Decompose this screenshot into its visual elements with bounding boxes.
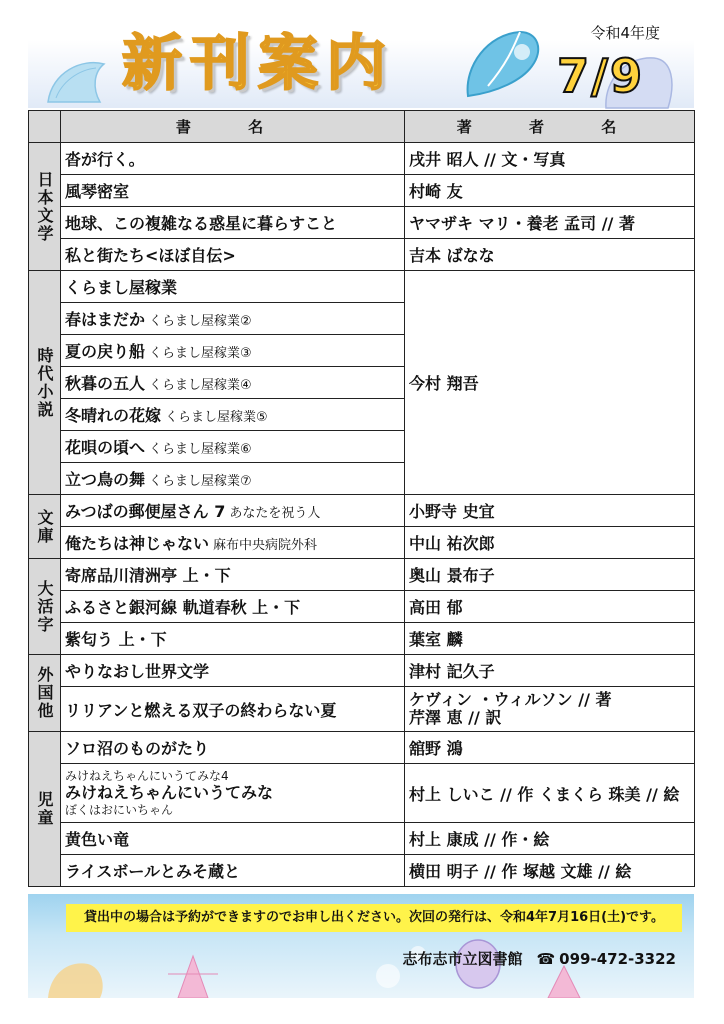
phone-icon: ☎ xyxy=(536,950,556,968)
book-title: ライスボールとみそ蔵と xyxy=(61,855,405,887)
book-author: ヤマザキ マリ・養老 孟司 // 著 xyxy=(405,207,695,239)
table-row xyxy=(29,495,695,527)
library-name: 志布志市立図書館 xyxy=(402,950,523,968)
book-title-cell xyxy=(61,399,405,431)
table-row xyxy=(29,527,695,559)
category-gaikoku: 外国他 xyxy=(29,655,61,732)
book-author: 戌井 昭人 // 文・写真 xyxy=(405,143,695,175)
book-title: 春はまだか xyxy=(65,310,146,329)
book-title: 冬晴れの花嫁 xyxy=(65,406,162,425)
book-author: 小野寺 史宜 xyxy=(405,495,695,527)
book-title: 風琴密室 xyxy=(61,175,405,207)
table-row xyxy=(29,271,695,303)
book-subtitle: くらまし屋稼業⑦ xyxy=(149,474,252,489)
book-title: みけねえちゃんにいうてみな xyxy=(65,783,274,802)
table-row xyxy=(29,207,695,239)
table-row xyxy=(29,764,695,823)
category-jidai: 時代小説 xyxy=(29,271,61,495)
header-title-label: 書 名 xyxy=(175,118,290,136)
book-author: ケヴィン ・ウィルソン // 著 xyxy=(409,690,612,709)
table-row xyxy=(29,239,695,271)
era-label: 令和4年度 xyxy=(590,24,660,42)
table-row xyxy=(29,175,695,207)
seashell-icon xyxy=(458,26,548,106)
header xyxy=(28,18,694,110)
notice-banner: 貸出中の場合は予約ができますのでお申し出ください。次回の発行は、令和4年7月16日(土)です。 xyxy=(66,904,682,932)
book-author: 吉本 ばなな xyxy=(405,239,695,271)
shell-icon xyxy=(48,963,103,998)
book-title: くらまし屋稼業 xyxy=(61,271,405,303)
book-author: 村崎 友 xyxy=(405,175,695,207)
book-subtitle: ぼくはおにいちゃん xyxy=(65,803,174,817)
book-author: 高田 郁 xyxy=(405,591,695,623)
book-author: 村上 しいこ // 作 くまくら 珠美 // 絵 xyxy=(405,764,695,823)
header-corner xyxy=(29,111,61,143)
header-author xyxy=(405,111,695,143)
header-title xyxy=(61,111,405,143)
book-title: 立つ鳥の舞 xyxy=(65,470,146,489)
book-title: 俺たちは神じゃない xyxy=(65,534,210,553)
category-bunko: 文庫 xyxy=(29,495,61,559)
book-author: 村上 康成 // 作・絵 xyxy=(405,823,695,855)
book-title: ふるさと銀河線 軌道春秋 上・下 xyxy=(61,591,405,623)
library-info xyxy=(402,948,676,969)
starfish-icon xyxy=(168,956,218,998)
book-subtitle: くらまし屋稼業② xyxy=(149,314,252,329)
issue-date: 7/9 xyxy=(557,49,644,103)
book-title-cell xyxy=(61,431,405,463)
starfish-icon xyxy=(548,966,580,998)
book-subtitle: 麻布中央病院外科 xyxy=(213,538,318,553)
book-author: 津村 記久子 xyxy=(405,655,695,687)
library-phone[interactable]: 099-472-3322 xyxy=(559,950,676,968)
book-series: みけねえちゃんにいうてみな4 xyxy=(65,769,229,783)
table-row xyxy=(29,823,695,855)
table-row xyxy=(29,732,695,764)
page-title: 新刊案内 xyxy=(122,29,394,99)
book-title: 黄色い竜 xyxy=(61,823,405,855)
book-title-cell xyxy=(61,463,405,495)
book-author: 中山 祐次郎 xyxy=(405,527,695,559)
book-author-merged: 今村 翔吾 xyxy=(405,271,695,495)
book-title-cell xyxy=(61,764,405,823)
table-row xyxy=(29,591,695,623)
book-author-cell xyxy=(405,687,695,732)
book-title: 紫匂う 上・下 xyxy=(61,623,405,655)
book-title: 寄席品川清洲亭 上・下 xyxy=(61,559,405,591)
footer xyxy=(28,894,694,998)
book-title-cell xyxy=(61,495,405,527)
book-author: 葉室 麟 xyxy=(405,623,695,655)
book-title: リリアンと燃える双子の終わらない夏 xyxy=(61,687,405,732)
book-translator: 芹澤 恵 // 訳 xyxy=(409,708,502,727)
book-title: みつばの郵便屋さん 7 xyxy=(65,502,226,521)
book-subtitle: くらまし屋稼業⑤ xyxy=(165,410,268,425)
bubble-icon xyxy=(376,964,400,988)
book-title: 秋暮の五人 xyxy=(65,374,146,393)
book-title: ソロ沼のものがたり xyxy=(61,732,405,764)
table-row xyxy=(29,687,695,732)
book-author: 舘野 鴻 xyxy=(405,732,695,764)
table-row xyxy=(29,143,695,175)
book-title: 花唄の頃へ xyxy=(65,438,146,457)
book-title-cell xyxy=(61,367,405,399)
book-author: 奥山 景布子 xyxy=(405,559,695,591)
book-title: 沓が行く。 xyxy=(61,143,405,175)
table-row xyxy=(29,623,695,655)
category-jido: 児童 xyxy=(29,732,61,887)
shell-left-icon xyxy=(42,52,112,108)
table-row xyxy=(29,655,695,687)
book-title: 地球、この複雑なる惑星に暮らすこと xyxy=(61,207,405,239)
category-taikatsuji: 大活字 xyxy=(29,559,61,655)
book-subtitle: くらまし屋稼業③ xyxy=(149,346,252,361)
book-author: 横田 明子 // 作 塚越 文雄 // 絵 xyxy=(405,855,695,887)
book-subtitle: くらまし屋稼業④ xyxy=(149,378,252,393)
book-title: 夏の戻り船 xyxy=(65,342,146,361)
book-subtitle: あなたを祝う人 xyxy=(229,506,321,521)
book-title-cell xyxy=(61,527,405,559)
table-header-row xyxy=(29,111,695,143)
header-author-label: 著 者 名 xyxy=(456,118,643,136)
book-title-cell xyxy=(61,303,405,335)
table-row xyxy=(29,855,695,887)
category-nihon: 日本文学 xyxy=(29,143,61,271)
book-title: やりなおし世界文学 xyxy=(61,655,405,687)
table-row xyxy=(29,559,695,591)
book-title-cell xyxy=(61,335,405,367)
book-title: 私と街たち<ほぼ自伝> xyxy=(61,239,405,271)
book-subtitle: くらまし屋稼業⑥ xyxy=(149,442,252,457)
book-table xyxy=(28,110,695,887)
